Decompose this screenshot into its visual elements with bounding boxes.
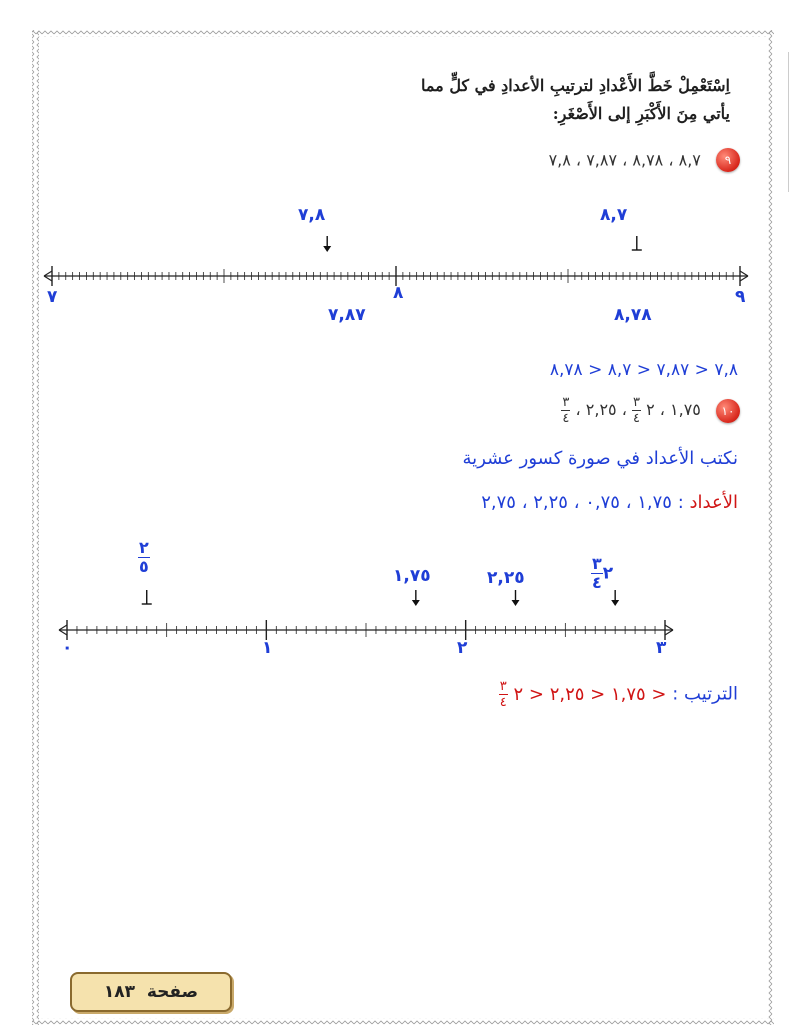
tick-label-7: ٧ [47, 287, 58, 307]
fraction-3-4 [591, 556, 603, 591]
fraction-numerator: ٣ [499, 679, 507, 694]
fraction-numerator: ٢ [139, 538, 149, 557]
instruction-line-1: اِسْتَعْمِلْ خَطَّ الأَعْدادِ لترتيبِ الأعدادِ في كلٍّ مما [421, 76, 730, 95]
numbers-label: الأعداد [689, 492, 738, 513]
mark-label-8-7: ٨,٧ [600, 205, 628, 225]
tick-label-2: ٢ [457, 638, 468, 658]
mark-arrowhead [611, 600, 619, 606]
tick-label-9: ٩ [735, 287, 746, 307]
mark-arrowhead [512, 600, 520, 606]
below-label-8-78: ٨,٧٨ [614, 305, 652, 325]
fraction-numerator: ٣ [562, 395, 570, 410]
tick-label-3: ٣ [656, 638, 667, 658]
mark-label-2-25: ٢,٢٥ [487, 568, 525, 588]
fraction-denominator: ٤ [562, 411, 570, 426]
below-label-7-87: ٧,٨٧ [328, 305, 366, 325]
page-number: ١٨٣ [103, 982, 136, 1002]
fraction-denominator: ٤ [633, 411, 640, 426]
order-line [499, 680, 738, 709]
fraction-denominator: ٥ [139, 557, 149, 576]
instruction-line-2: يأتي مِنَ الأَكْبَرِ إلى الأَصْغَرِ: [552, 104, 730, 123]
order-values-text: < ١,٧٥ < ٢,٢٥ < ٢ [513, 683, 667, 705]
order-values [499, 679, 667, 710]
decimal-note: نكتب الأعداد في صورة كسور عشرية [462, 448, 738, 469]
number-line-2-axis [59, 590, 673, 640]
mixed-whole: ٢ [602, 563, 614, 584]
ex10-value-3: ٢,٢٥ [585, 400, 617, 419]
tick-label-8: ٨ [393, 283, 404, 303]
fraction-numerator: ٣ [633, 395, 640, 410]
page-label: صفحة [146, 982, 199, 1002]
exercise-9-number-badge: ٩ [716, 148, 740, 172]
ex10-value-1: ١,٧٥ [670, 400, 701, 419]
fraction-denominator: ٤ [592, 573, 602, 592]
fraction-2-5 [138, 540, 150, 575]
ex10-value-2-whole: ٢ [646, 400, 655, 419]
exercise-9-answer: ٧,٨ < ٧,٨٧ < ٨,٧ < ٨,٧٨ [549, 360, 738, 380]
mark-label-1-75: ١,٧٥ [393, 566, 431, 586]
separator: ، [621, 400, 627, 419]
tick-label-1: ١ [262, 638, 273, 658]
order-label: الترتيب : [672, 683, 738, 705]
fraction-numerator: ٣ [592, 554, 602, 573]
page-number-badge [70, 972, 232, 1012]
separator: ، [659, 400, 665, 419]
mark-label-2-5 [138, 540, 150, 575]
exercise-10-number-badge: ١٠ [716, 399, 740, 423]
separator: ، [575, 400, 581, 419]
numbers-values: : ١,٧٥ ، ٠,٧٥ ، ٢,٢٥ ، ٢,٧٥ [481, 492, 684, 513]
mark-label-2-3-4 [591, 556, 613, 591]
fraction-denominator: ٤ [499, 695, 507, 710]
exercise-9-values: ٨,٧ ، ٨,٧٨ ، ٧,٨٧ ، ٧,٨ [548, 150, 701, 170]
order-fraction [499, 680, 508, 709]
tick-label-0: ٠ [62, 638, 73, 658]
mark-label-7-8: ٧,٨ [298, 205, 326, 225]
mark-arrowhead [412, 600, 420, 606]
